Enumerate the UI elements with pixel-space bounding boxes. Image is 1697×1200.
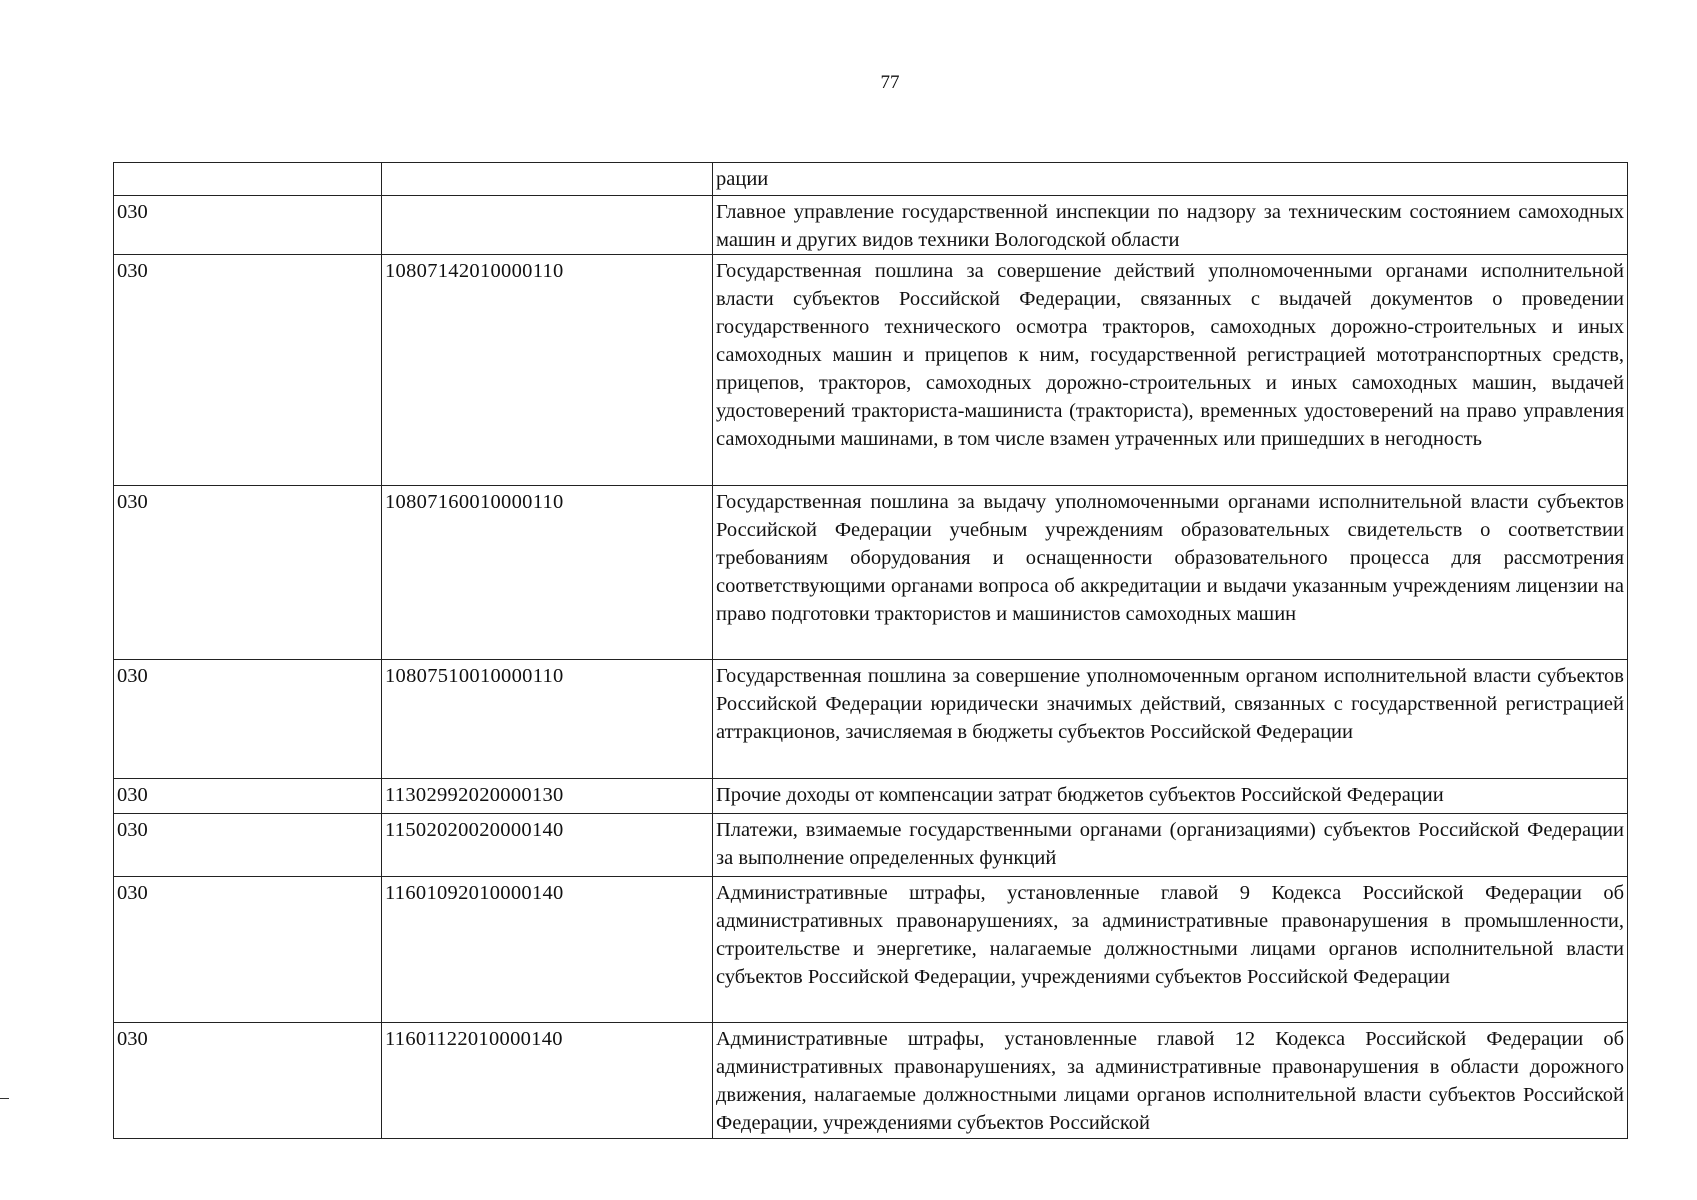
revenue-codes-table xyxy=(113,162,1628,1139)
budget-code-cell: 11502020020000140 xyxy=(382,814,713,877)
table-row xyxy=(114,196,1628,255)
table-row xyxy=(114,1023,1628,1139)
revenue-name-cell: Платежи, взимаемые государственными органами (организациями) субъектов Российской Федерации за выполнение определенных функций xyxy=(713,814,1628,877)
admin-code-cell: 030 xyxy=(114,877,382,1023)
budget-code-cell xyxy=(382,196,713,255)
revenue-name-cell: Государственная пошлина за выдачу уполномоченными органами исполнительной власти субъектов Российской Федерации учебным учреждениям образовательных свидетельств о соответствии требованиям оборудования и оснащенности образовательного процесса для рассмотрения соответствующими органами вопроса об аккредитации и выдачи указанным учреждениям лицензии на право подготовки трактористов и машинистов самоходных машин xyxy=(713,486,1628,660)
revenue-name-cell: Административные штрафы, установленные главой 12 Кодекса Российской Федерации об административных правонарушениях, за административные правонарушения в области дорожного движения, налагаемые должностными лицами органов исполнительной власти субъектов Российской Федерации, учреждениями субъектов Российской xyxy=(713,1023,1628,1139)
budget-code-cell: 11601122010000140 xyxy=(382,1023,713,1139)
budget-code-cell: 10807510010000110 xyxy=(382,660,713,779)
revenue-name-cell: Прочие доходы от компенсации затрат бюджетов субъектов Российской Федерации xyxy=(713,779,1628,814)
admin-code-cell: 030 xyxy=(114,255,382,486)
page-number: 77 xyxy=(880,72,900,93)
budget-code-cell: 10807142010000110 xyxy=(382,255,713,486)
budget-code-cell: 11302992020000130 xyxy=(382,779,713,814)
table-row xyxy=(114,660,1628,779)
table-row xyxy=(114,163,1628,196)
admin-code-cell: 030 xyxy=(114,486,382,660)
revenue-name-cell: Административные штрафы, установленные главой 9 Кодекса Российской Федерации об административных правонарушениях, за административные правонарушения в промышленности, строительстве и энергетике, налагаемые должностными лицами органов исполнительной власти субъектов Российской Федерации, учреждениями субъектов Российской Федерации xyxy=(713,877,1628,1023)
budget-code-cell xyxy=(382,163,713,196)
admin-code-cell: 030 xyxy=(114,1023,382,1139)
table-row xyxy=(114,877,1628,1023)
table-row xyxy=(114,486,1628,660)
revenue-name-cell: рации xyxy=(713,163,1628,196)
revenue-name-cell: Государственная пошлина за совершение уполномоченным органом исполнительной власти субъектов Российской Федерации юридически значимых действий, связанных с государственной регистрацией аттракционов, зачисляемая в бюджеты субъектов Российской Федерации xyxy=(713,660,1628,779)
table-row xyxy=(114,255,1628,486)
revenue-name-cell: Главное управление государственной инспекции по надзору за техническим состоянием самоходных машин и других видов техники Вологодской области xyxy=(713,196,1628,255)
revenue-name-cell: Государственная пошлина за совершение действий уполномоченными органами исполнительной власти субъектов Российской Федерации, связанных с выдачей документов о проведении государственного технического осмотра тракторов, самоходных дорожно-строительных и иных самоходных машин и прицепов к ним, государственной регистрацией мототранспортных средств, прицепов, тракторов, самоходных дорожно-строительных и иных самоходных машин, выдачей удостоверений тракториста-машиниста (тракториста), временных удостоверений на право управления самоходными машинами, в том числе взамен утраченных или пришедших в негодность xyxy=(713,255,1628,486)
budget-code-cell: 11601092010000140 xyxy=(382,877,713,1023)
budget-code-cell: 10807160010000110 xyxy=(382,486,713,660)
admin-code-cell: 030 xyxy=(114,779,382,814)
admin-code-cell xyxy=(114,163,382,196)
table-row xyxy=(114,779,1628,814)
admin-code-cell: 030 xyxy=(114,814,382,877)
margin-tick-mark xyxy=(0,1098,9,1099)
admin-code-cell: 030 xyxy=(114,196,382,255)
table-row xyxy=(114,814,1628,877)
admin-code-cell: 030 xyxy=(114,660,382,779)
